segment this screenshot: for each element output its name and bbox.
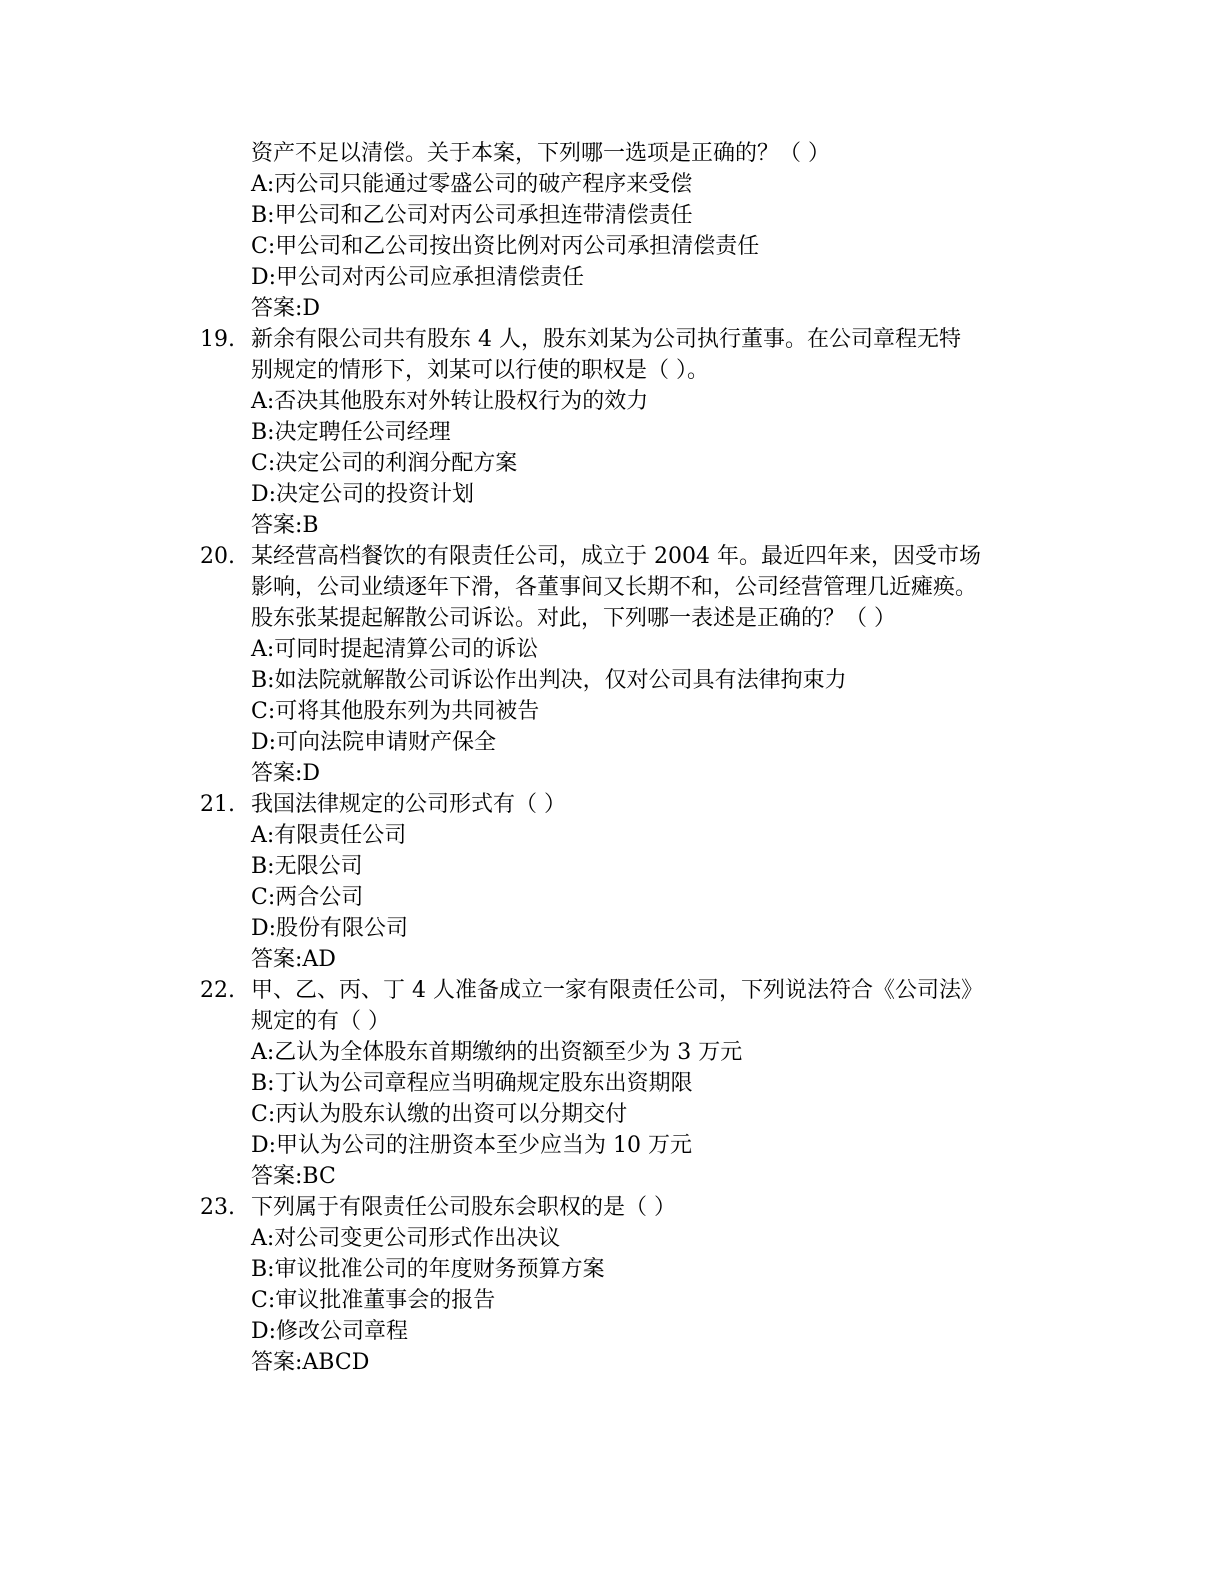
question-stem-text: 新余有限公司共有股东 4 人，股东刘某为公司执行董事。在公司章程无特	[251, 327, 961, 352]
question-stem-line	[200, 975, 1080, 1006]
option-b: B:甲公司和乙公司对丙公司承担连带清偿责任	[251, 203, 693, 228]
question-stem-line	[200, 1192, 1080, 1223]
option-d: D:修改公司章程	[251, 1319, 409, 1344]
question-stem-line: 影响，公司业绩逐年下滑，各董事间又长期不和，公司经营管理几近瘫痪。	[251, 575, 978, 600]
answer: 答案:D	[251, 761, 321, 786]
option-c: C:丙认为股东认缴的出资可以分期交付	[251, 1102, 628, 1127]
question-stem-line	[200, 324, 1080, 355]
question-number: 23.	[200, 1195, 235, 1220]
option-a: A:有限责任公司	[251, 823, 407, 848]
question-list	[200, 138, 1080, 1378]
answer: 答案:ABCD	[251, 1350, 370, 1375]
question-stem-text: 下列属于有限责任公司股东会职权的是（ ）	[251, 1195, 676, 1220]
option-b: B:决定聘任公司经理	[251, 420, 451, 445]
option-d: D:甲认为公司的注册资本至少应当为 10 万元	[251, 1133, 693, 1158]
question-number: 20.	[200, 544, 235, 569]
answer: 答案:D	[251, 296, 321, 321]
option-d: D:甲公司对丙公司应承担清偿责任	[251, 265, 585, 290]
option-d: D:股份有限公司	[251, 916, 409, 941]
question-stem-line: 规定的有（ ）	[251, 1009, 390, 1034]
option-a: A:对公司变更公司形式作出决议	[251, 1226, 561, 1251]
option-d: D:决定公司的投资计划	[251, 482, 475, 507]
option-a: A:否决其他股东对外转让股权行为的效力	[251, 389, 649, 414]
question-stem-text: 甲、乙、丙、丁 4 人准备成立一家有限责任公司，下列说法符合《公司法》	[251, 978, 983, 1003]
option-c: C:决定公司的利润分配方案	[251, 451, 518, 476]
option-b: B:如法院就解散公司诉讼作出判决，仅对公司具有法律拘束力	[251, 668, 847, 693]
question-stem-line: 股东张某提起解散公司诉讼。对此，下列哪一表述是正确的？（ ）	[251, 606, 896, 631]
question-number: 21.	[200, 792, 235, 817]
question-stem-text: 某经营高档餐饮的有限责任公司，成立于 2004 年。最近四年来，因受市场	[251, 544, 981, 569]
option-a: A:可同时提起清算公司的诉讼	[251, 637, 539, 662]
question-stem-text: 我国法律规定的公司形式有（ ）	[251, 792, 566, 817]
answer: 答案:AD	[251, 947, 336, 972]
option-b: B:审议批准公司的年度财务预算方案	[251, 1257, 605, 1282]
question-number: 19.	[200, 327, 235, 352]
option-c: C:甲公司和乙公司按出资比例对丙公司承担清偿责任	[251, 234, 760, 259]
answer: 答案:B	[251, 513, 319, 538]
question-stem-line: 别规定的情形下，刘某可以行使的职权是（ ）。	[251, 358, 709, 383]
option-b: B:丁认为公司章程应当明确规定股东出资期限	[251, 1071, 693, 1096]
question-stem-line	[200, 541, 1080, 572]
question-number: 22.	[200, 978, 235, 1003]
option-c: C:可将其他股东列为共同被告	[251, 699, 540, 724]
option-a: A:丙公司只能通过零盛公司的破产程序来受偿	[251, 172, 693, 197]
option-d: D:可向法院申请财产保全	[251, 730, 497, 755]
question-stem-line	[200, 789, 1080, 820]
question-stem-continuation: 资产不足以清偿。关于本案，下列哪一选项是正确的？（ ）	[251, 141, 830, 166]
option-c: C:审议批准董事会的报告	[251, 1288, 496, 1313]
option-a: A:乙认为全体股东首期缴纳的出资额至少为 3 万元	[251, 1040, 743, 1065]
option-c: C:两合公司	[251, 885, 364, 910]
answer: 答案:BC	[251, 1164, 336, 1189]
option-b: B:无限公司	[251, 854, 363, 879]
